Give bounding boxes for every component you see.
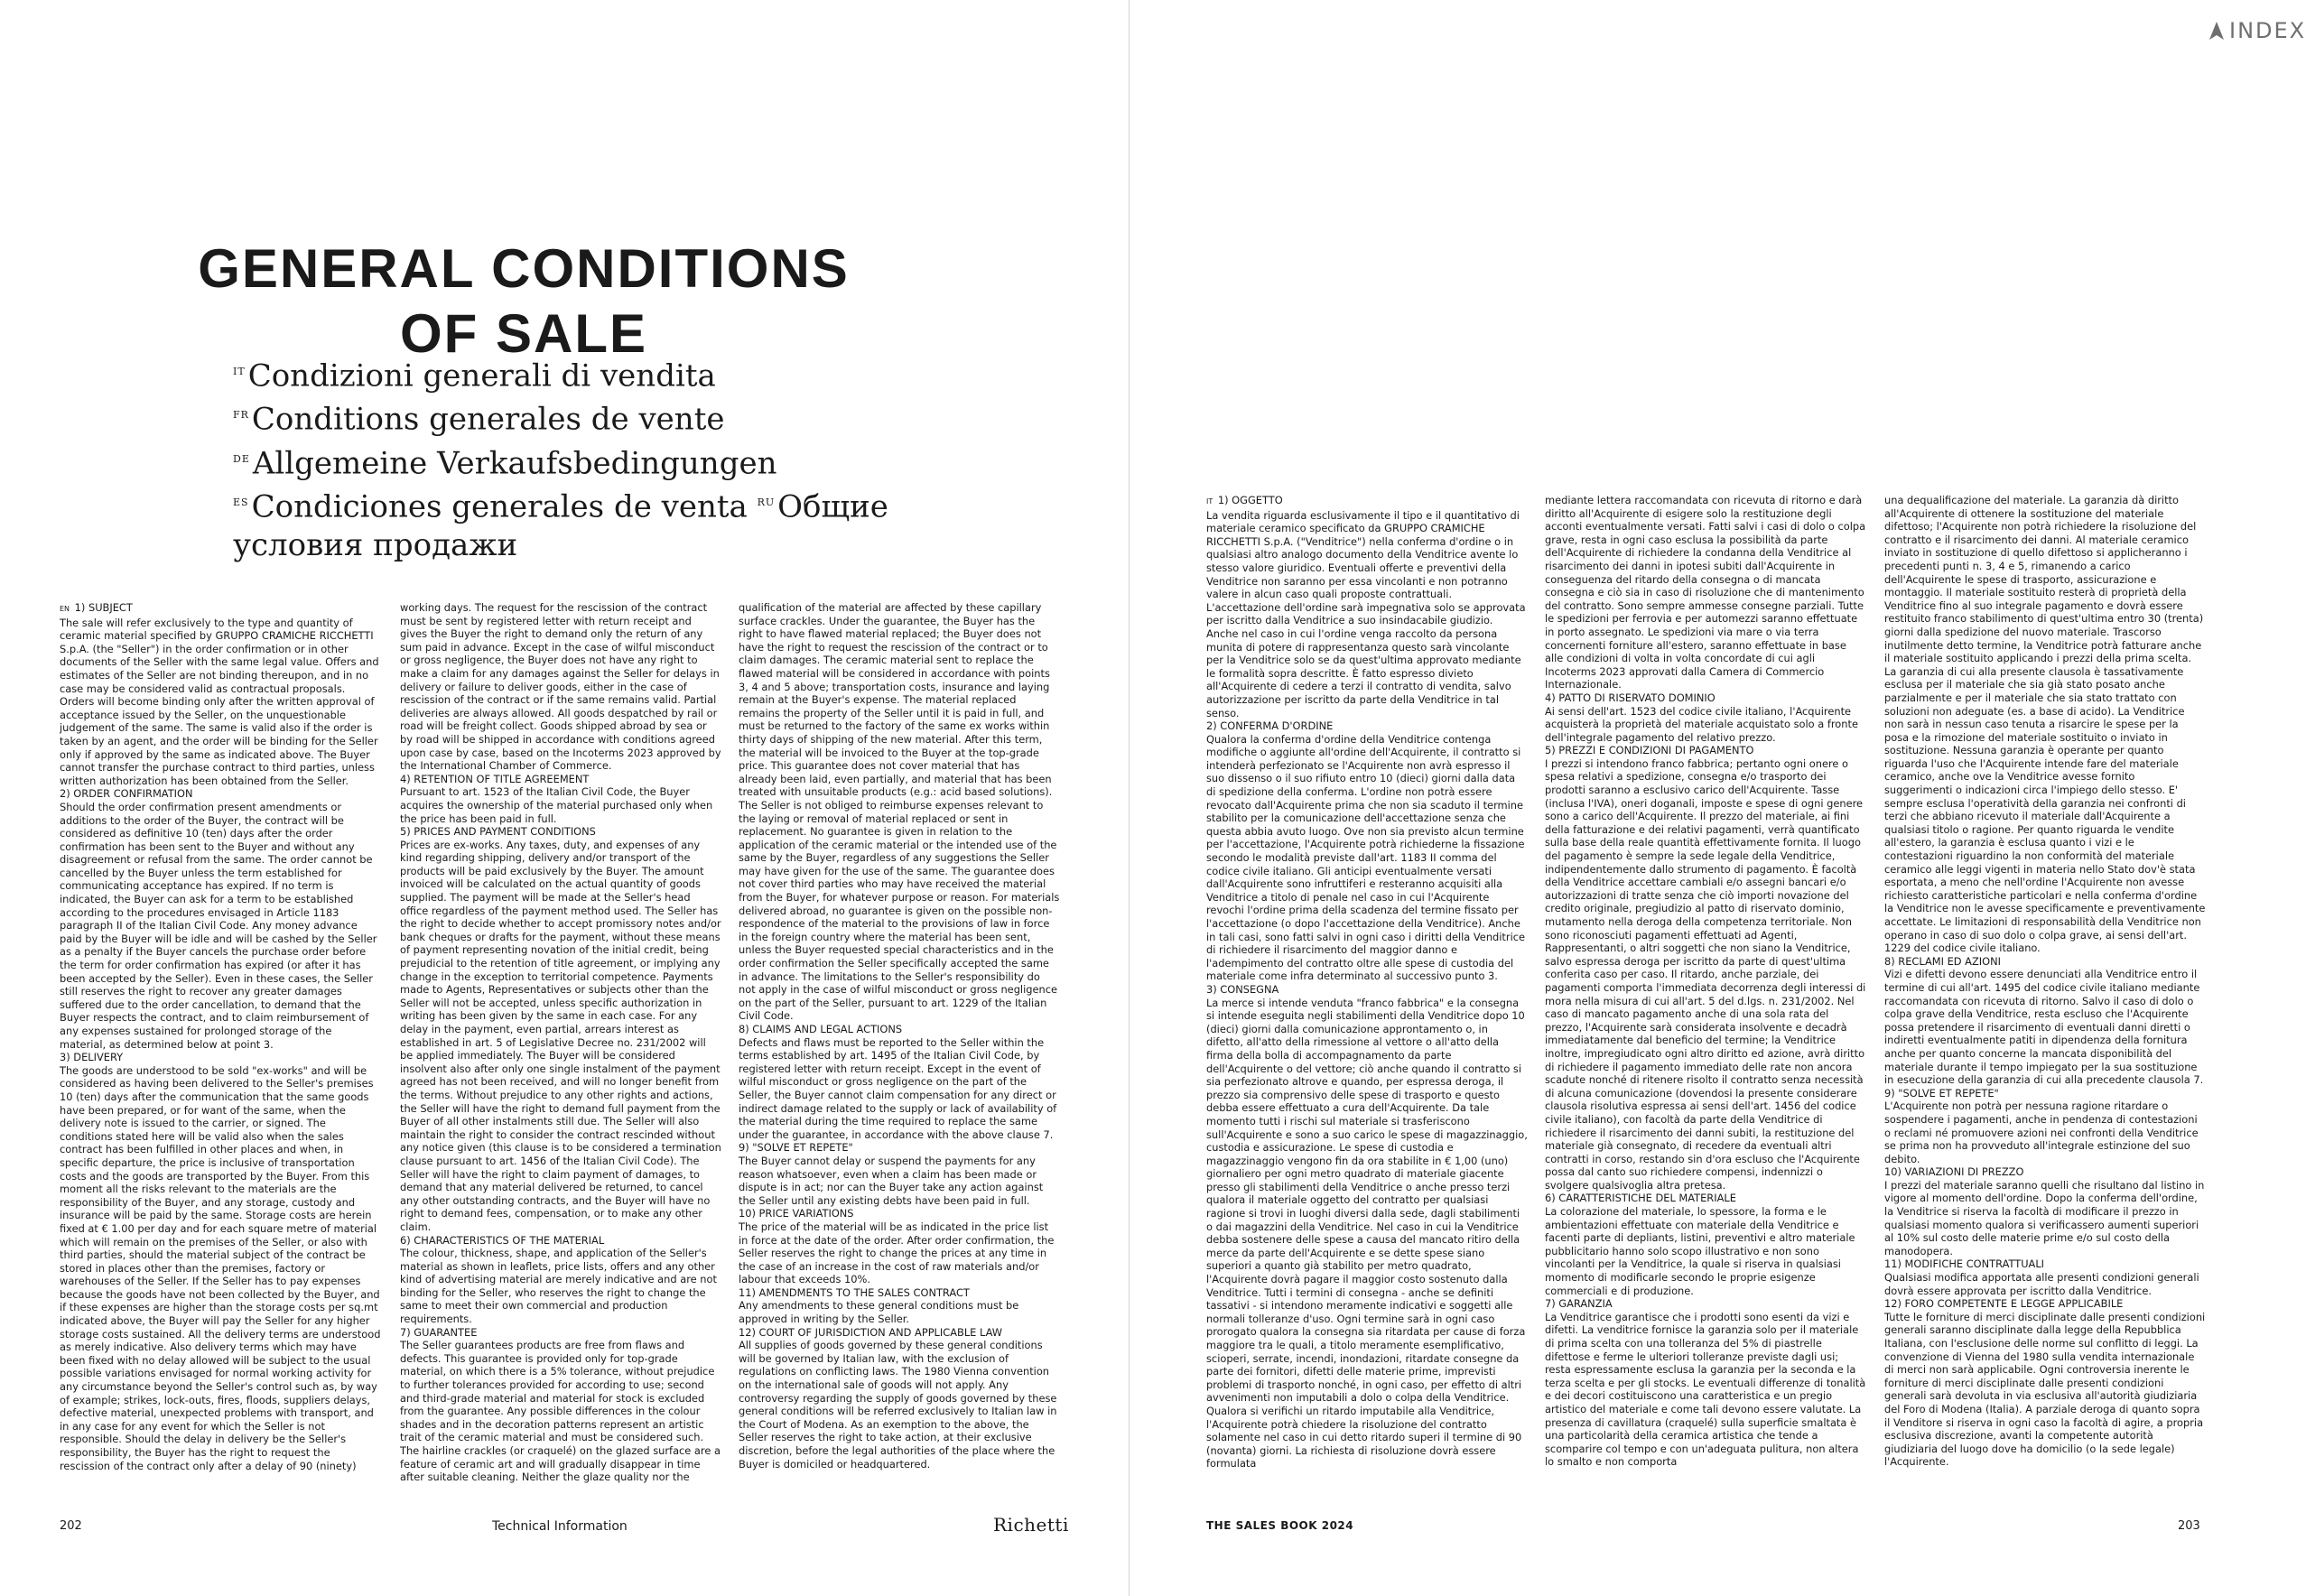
lang-code-ru: RU: [757, 496, 776, 508]
translation-ru: Общие условия продажи: [233, 488, 888, 564]
index-label: INDEX: [2229, 18, 2306, 43]
translation-fr: Conditions generales de vente: [251, 401, 725, 438]
catalog-title: THE SALES BOOK 2024: [1206, 1519, 1354, 1532]
en-col2-text: working days. The request for the rescission of the contract must be sent by registered letter with return receipt and gives the Buyer the right to demand only the return of any sum paid in advance. Except in the case of wilful misconduct or gross negligence, the Buyer does not have any right to make a claim for any damages against the Seller for delays in delivery or failure to deliver goods, either in the case of rescission of the contract or if the same remains valid. Partial deliveries are always allowed. All goods despatched by rail or road will be freight collect. Goods shipped abroad by sea or by road will be shipped in accordance with conditions agreed upon case by case, based on the Incoterms 2023 approved by the International Chamber of Commerce. 4) RETENTION OF TITLE AGREEMENT Pursuant to art. 1523 of the Italian Civil Code, the Buyer acquires the ownership of the material purchased only when the price has been paid in full. 5) PRICES AND PAYMENT CONDITIONS Prices are ex-works. Any taxes, duty, and expenses of any kind regarding shipping, delivery and/or transport of the products will be paid exclusively by the Buyer. The amount invoiced will be calculated on the actual quantity of goods supplied. The payment will be made at the Seller's head office regardless of the payment method used. The Seller has the right to decide whether to accept promissory notes and/or bank cheques or drafts for the payment, without these means of payment representing novation of the initial credit, being prejudicial to the retention of title agreement, or implying any change in the exception to territorial competence. Payments made to Agents, Representatives or subjects other than the Seller will not be accepted, unless specific authorization in writing has been given by the same in each case. For any delay in the payment, even partial, arrears interest as established in art. 5 of Legislative Decree no. 231/2002 will be applied immediately. The Buyer will be considered insolvent also after only one single instalment of the payment agreed has not been received, and will no longer benefit from the terms. Without prejudice to any other rights and actions, the Seller will have the right to demand full payment from the Buyer of all other instalments still due. The Seller will also maintain the right to consider the contract rescinded without any notice given (this clause is to be considered a termination clause pursuant to art. 1456 of the Italian Civil Code). The Seller will have the right to claim payment of damages, to demand that any material delivered be returned, to cancel any other outstanding contracts, and the Buyer will have no right to demand fees, compensation, or to make any other claim. 6) CHARACTERISTICS OF THE MATERIAL The colour, thickness, shape, and application of the Seller's material as shown in leaflets, price lists, offers and any other kind of advertising material are merely indicative and are not binding for the Seller, who reserves the right to change the same to meet their own commercial and production requirements. 7) GUARANTEE The Seller guarantees products are free from flaws and defects. This guarantee is provided only for top-grade material, on which there is a 5% tolerance, without prejudice to further tolerances provided for according to use; second and third-grade material and material for stock is excluded from the guarantee. Any possible differences in the colour shades and in the decoration patterns represent an artistic trait of the ceramic material and must be considered such. The hairline crackles (or craquelé) on the glazed surface are a feature of ceramic art and will gradually disappear in time after suitable cleaning. Neither the glaze quality nor the: [400, 601, 721, 1484]
en-col1-text: 1) SUBJECT The sale will refer exclusively to the type and quantity of ceramic material specified by GRUPPO CRAMICHE RICCHETTI S.p.A. (the "Seller") in the order confirmation or in other documents of the Seller with the same legal value. Offers and estimates of the Seller are not binding thereupon, and in no case may be considered valid as contractual proposals. Orders will become binding only after the written approval of acceptance issued by the Seller, on the unquestionable judgement of the same. The same is valid also if the order is taken by an agent, and the order will be binding for the Seller only if approved by the same as indicated above. The Buyer cannot transfer the purchase contract to third parties, unless written authorization has been obtained from the Seller. 2) ORDER CONFIRMATION Should the order confirmation present amendments or additions to the order of the Buyer, the contract will be considered as definitive 10 (ten) days after the order confirmation has been sent to the Buyer and without any disagreement or refusal from the same. The order cannot be cancelled by the Buyer unless the term established for communicating acceptance has expired. If no term is indicated, the Buyer can ask for a term to be established according to the procedures envisaged in Article 1183 paragraph II of the Italian Civil Code. Any money advance paid by the Buyer will be idle and will be cashed by the Seller as a penalty if the Buyer cancels the purchase order before the term for order confirmation has expired (or after it has been accepted by the Seller). Even in these cases, the Seller still reserves the right to recover any greater damages suffered due to the order cancellation, to demand that the Buyer respects the contract, and to claim reimbursement of any expenses sustained for prolonged storage of the material, as determined below at point 3. 3) DELIVERY The goods are understood to be sold "ex-works" and will be considered as having been delivered to the Seller's premises 10 (ten) days after the communication that the same goods have been prepared, or for want of the same, when the delivery note is issued to the carrier, or signed. The conditions stated here will be valid also when the sales contract has been fulfilled in other places and when, in specific departure, the price is inclusive of transportation costs and the goods are transported by the Buyer. From this moment all the risks relevant to the materials are the responsibility of the Buyer, and any storage, custody and insurance will be paid by the same. Storage costs are herein fixed at € 1.00 per day and for each square metre of material which will remain on the premises of the Seller, or also with third parties, should the material subject of the contract be stored in places other than the premises, factory or warehouses of the Seller. If the Seller has to pay expenses because the goods have not been collected by the Buyer, and if these expenses are higher than the storage costs per sq.mt indicated above, the Buyer will pay the Seller for any higher storage costs sustained. All the delivery terms are understood as merely indicative. Also delivery terms which may have been fixed with no delay allowed will be subject to the usual possible variations envisaged for normal working activity for any circumstance beyond the Seller's control such as, by way of example; strikes, lock-outs, fires, floods, suppliers delays, defective material, unexpected problems with transport, and in any case for any event for which the Seller is not responsible. Should the delay in delivery be the Seller's responsibility, the Buyer has the right to request the rescission of the contract only after a delay of 90 (ninety): [60, 601, 381, 1472]
italian-text-column-3: [1884, 494, 2206, 1469]
page-title: [0, 237, 1047, 367]
lang-code-it: IT: [233, 366, 246, 377]
language-code-en: EN: [60, 605, 70, 613]
right-page-number: 203: [2178, 1519, 2200, 1533]
en-col3-text: qualification of the material are affected by these capillary surface crackles. Under the guarantee, the Buyer has the right to have flawed material replaced; the Buyer does not have the right to request the rescission of the contract or to claim damages. The ceramic material sent to replace the flawed material will be considered in accordance with points 3, 4 and 5 above; transportation costs, insurance and laying remain at the Buyer's expense. The material replaced remains the property of the Seller until it is paid in full, and must be returned to the factory of the same ex works within thirty days of shipping of the new material. After this term, the material will be invoiced to the Buyer at the top-grade price. This guarantee does not cover material that has already been laid, even partially, and material that has been treated with unsuitable products (e.g.: acid based solutions). The Seller is not obliged to reimburse expenses relevant to the laying or removal of material replaced or sent in replacement. No guarantee is given in relation to the application of the ceramic material or the intended use of the same by the Buyer, regardless of any suggestions the Seller may have given for the use of the same. The guarantee does not cover third parties who may have received the material from the Buyer, for whatever purpose or reason. For materials delivered abroad, no guarantee is given on the possible non-respondence of the material to the provisions of law in force in the foreign country where the material has been sent, unless the Buyer requested special characteristics and in the order confirmation the Seller specifically accepted the same in advance. The limitations to the Seller's responsibility do not apply in the case of wilful misconduct or gross negligence on the part of the Seller, pursuant to art. 1229 of the Italian Civil Code. 8) CLAIMS AND LEGAL ACTIONS Defects and flaws must be reported to the Seller within the terms established by art. 1495 of the Italian Civil Code, by registered letter with return receipt. Except in the event of wilful misconduct or gross negligence on the part of the Seller, the Buyer cannot claim compensation for any direct or indirect damage related to the supply or lack of availability of the material during the time required to replace the same under the guarantee, in accordance with the above clause 7. 9) "SOLVE ET REPETE" The Buyer cannot delay or suspend the payments for any reason whatsoever, even when a claim has been made or dispute is in act; nor can the Buyer take any action against the Seller until any existing debts have been paid in full. 10) PRICE VARIATIONS The price of the material will be as indicated in the price list in force at the date of the order. After order confirmation, the Seller reserves the right to change the prices at any time in the case of an increase in the cost of raw materials and/or labour that exceeds 10%. 11) AMENDMENTS TO THE SALES CONTRACT Any amendments to these general conditions must be approved in writing by the Seller. 12) COURT OF JURISDICTION AND APPLICABLE LAW All supplies of goods governed by these general conditions will be governed by Italian law, with the exclusion of regulations on conflicting laws. The 1980 Vienna convention on the international sale of goods will not apply. Any controversy regarding the supply of goods governed by these general conditions will be referred exclusively to Italian law in the Court of Modena. As an exemption to the above, the Seller reserves the right to take action, at their exclusive discretion, before the legal authorities of the place where the Buyer is domiciled or headquartered.: [739, 601, 1060, 1471]
italian-text-column-1: [1206, 494, 1528, 1471]
it-col3-text: una dequalificazione del materiale. La garanzia dà diritto all'Acquirente di ottenere la sostituzione del materiale difettoso; l'Acquirente non potrà richiedere la risoluzione del contratto e il risarcimento dei danni. Al materiale ceramico inviato in sostituzione di quello difettoso si applicheranno i precedenti punti n. 3, 4 e 5, rimanendo a carico dell'Acquirente le spese di trasporto, assicurazione e montaggio. Il materiale sostituito resterà di proprietà della Venditrice fino al suo integrale pagamento e dovrà essere restituito franco stabilimento di quest'ultima entro 30 (trenta) giorni dalla spedizione del nuovo materiale. Trascorso inutilmente detto termine, la Venditrice potrà fatturare anche il materiale sostituito applicando i prezzi della prima scelta. La garanzia di cui alla presente clausola è tassativamente esclusa per il materiale che sia già stato posato anche parzialmente e per il materiale che sia stato trattato con soluzioni non adeguate (es. a base di acido). La Venditrice non sarà in nessun caso tenuta a risarcire le spese per la posa e la rimozione del materiale sostituito o inviato in sostituzione. Nessuna garanzia è operante per quanto riguarda l'uso che l'Acquirente intende fare del materiale ceramico, anche ove la Venditrice avesse fornito suggerimenti o indicazioni circa l'impiego dello stesso. E' sempre esclusa l'operatività della garanzia nei confronti di terzi che abbiano ricevuto il materiale dall'Acquirente a qualsiasi titolo o ragione. Per quanto riguarda le vendite all'estero, la garanzia è esclusa quanto i vizi e le contestazioni riguardino la non conformità del materiale ceramico alle leggi vigenti in materia nello Stato dov'è stata esportata, a meno che nell'ordine l'Acquirente non avesse richiesto caratteristiche particolari e nella conferma d'ordine la Venditrice non le avesse specificamente e preventivamente accettate. Le limitazioni di responsabilità della Venditrice non operano in caso di suo dolo o colpa grave, ai sensi dell'art. 1229 del codice civile italiano. 8) RECLAMI ED AZIONI Vizi e difetti devono essere denunciati alla Venditrice entro il termine di cui all'art. 1495 del codice civile italiano mediante raccomandata con ricevuta di ritorno. Salvo il caso di dolo o colpa grave della Venditrice, resta escluso che l'Acquirente possa pretendere il risarcimento di eventuali danni diretti o indiretti eventualmente patiti in dipendenza della fornitura anche per quanto concerne la mancata disponibilità del materiale durante il tempo impiegato per la sua sostituzione in esecuzione della garanzia di cui alla precedente clausola 7. 9) "SOLVE ET REPETE" L'Acquirente non potrà per nessuna ragione ritardare o sospendere i pagamenti, anche in pendenza di contestazioni o reclami né promuovere azioni nei confronti della Venditrice se prima non ha provveduto all'integrale estinzione del suo debito. 10) VARIAZIONI DI PREZZO I prezzi del materiale saranno quelli che risultano dal listino in vigore al momento dell'ordine. Dopo la conferma dell'ordine, la Venditrice si riserva la facoltà di modificare il prezzo in qualsiasi momento qualora si verificassero aumenti superiori al 10% sul costo delle materie prime e/o sul costo della manodopera. 11) MODIFICHE CONTRATTUALI Qualsiasi modifica apportata alle presenti condizioni generali dovrà essere approvata per iscritto dalla Venditrice. 12) FORO COMPETENTE E LEGGE APPLICABILE Tutte le forniture di merci disciplinate dalle presenti condizioni generali saranno disciplinate dalla legge della Repubblica Italiana, con l'esclusione delle norme sul conflitto di leggi. La convenzione di Vienna del 1980 sulla vendita internazionale di merci non sarà applicabile. Ogni controversia inerente le forniture di merci disciplinate dalle presenti condizioni generali sarà devoluta in via esclusiva all'autorità giudiziaria del Foro di Modena (Italia). A parziale deroga di quanto sopra il Venditore si riserva in ogni caso la facoltà di agire, a propria esclusiva discrezione, avanti la competente autorità giudiziaria del luogo dove ha domicilio (o la sede legale) l'Acquirente.: [1884, 494, 2206, 1469]
english-text-column-2: [400, 601, 721, 1484]
it-col1-text: 1) OGGETTO La vendita riguarda esclusivamente il tipo e il quantitativo di materiale ceramico specificato da GRUPPO CRAMICHE RICCHETTI S.p.A. ("Venditrice") nella conferma d'ordine o in qualsiasi altro analogo documento della Venditrice avente lo stesso valore giuridico. Eventuali offerte e preventivi della Venditrice non saranno per essa vincolanti e non potranno valere in alcun caso quali proposte contrattuali. L'accettazione dell'ordine sarà impegnativa solo se approvata per iscritto dalla Venditrice a suo insindacabile giudizio. Anche nel caso in cui l'ordine venga raccolto da persona munita di potere di rappresentanza questo sarà vincolante per la Venditrice solo se da quest'ultima approvato mediante le formalità sopra descritte. È fatto espresso divieto all'Acquirente di cedere a terzi il contratto di vendita, salvo autorizzazione per iscritto da parte della Venditrice in tal senso. 2) CONFERMA D'ORDINE Qualora la conferma d'ordine della Venditrice contenga modifiche o aggiunte all'ordine dell'Acquirente, il contratto si intenderà perfezionato se l'Acquirente non avrà espresso il suo dissenso o il suo rifiuto entro 10 (dieci) giorni dalla data di spedizione della conferma. L'ordine non potrà essere revocato dall'Acquirente prima che non sia scaduto il termine stabilito per la comunicazione dell'accettazione senza che questa abbia avuto luogo. Ove non sia previsto alcun termine per l'accettazione, l'Acquirente potrà richiederne la fissazione secondo le modalità previste dall'art. 1183 II comma del codice civile italiano. Gli anticipi eventualmente versati dall'Acquirente sono infruttiferi e resteranno acquisiti alla Venditrice a titolo di penale nel caso in cui l'Acquirente revochi l'ordine prima della scadenza del termine fissato per l'accettazione (o dopo l'accettazione della Venditrice). Anche in tali casi, sono fatti salvi in ogni caso i diritti della Venditrice di richiedere il risarcimento del maggior danno e l'adempimento del contratto oltre alle spese di custodia del materiale come infra determinato al successivo punto 3. 3) CONSEGNA La merce si intende venduta "franco fabbrica" e la consegna si intende eseguita negli stabilimenti della Venditrice dopo 10 (dieci) giorni dalla comunicazione approntamento o, in difetto, all'atto della rimessione al vettore o all'atto della firma della bolla di accompagnamento da parte dell'Acquirente o del vettore; ciò anche quando il contratto si sia perfezionato altrove e quando, per espressa deroga, il prezzo sia comprensivo delle spese di trasporto e questo debba essere effettuato a cura dell'Acquirente. Da tale momento tutti i rischi sul materiale si trasferiscono sull'Acquirente e sono a suo carico le spese di magazzinaggio, custodia e assicurazione. Le spese di custodia e magazzinaggio vengono fin da ora stabilite in € 1,00 (uno) giornaliero per ogni metro quadrato di materiale giacente presso gli stabilimenti della Venditrice o anche presso terzi qualora il materiale oggetto del contratto per qualsiasi ragione si trovi in luoghi diversi dalla sede, dagli stabilimenti o dai magazzini della Venditrice. Nel caso in cui la Venditrice debba sostenere delle spese a causa del mancato ritiro della merce da parte dell'Acquirente e se dette spese siano superiori a quanto già stabilito per metro quadrato, l'Acquirente dovrà pagare il maggior costo sostenuto dalla Venditrice. Tutti i termini di consegna - anche se definiti tassativi - si intendono meramente indicativi e soggetti alle normali tolleranze d'uso. Ogni termine sarà in ogni caso prorogato qualora la consegna sia ritardata per cause di forza maggiore tra le quali, a titolo meramente esemplificativo, scioperi, serrate, incendi, inondazioni, ritardate consegne da parte dei fornitori, difetti delle materie prime, imprevisti problemi di trasporto nonché, in ogni caso, per effetto di altri avvenimenti non imputabili a dolo o colpa della Venditrice. Qualora si verifichi un ritardo imputabile alla Venditrice, l'Acquirente potrà chiedere la risoluzione del contratto solamente nel caso in cui detto ritardo superi il termine di 90 (novanta) giorni. La richiesta di risoluzione dovrà essere formulata: [1206, 494, 1528, 1471]
title-line-2: OF SALE: [399, 303, 647, 365]
language-code-it: IT: [1206, 497, 1213, 506]
lang-code-fr: FR: [233, 409, 249, 422]
title-line-1: GENERAL CONDITIONS: [198, 238, 850, 300]
translation-es: Condiciones generales de venta: [251, 488, 748, 525]
translation-it: Condizioni generali di vendita: [247, 357, 716, 394]
english-text-column-3: [739, 601, 1060, 1471]
section-name: Technical Information: [492, 1519, 628, 1534]
italian-text-column-2: [1545, 494, 1866, 1469]
lang-code-de: DE: [233, 452, 250, 465]
translation-de: Allgemeine Verkaufsbedingungen: [252, 444, 777, 481]
title-translations: [233, 352, 928, 565]
english-text-column-1: [60, 601, 381, 1472]
lang-code-es: ES: [233, 496, 249, 508]
it-col2-text: mediante lettera raccomandata con ricevuta di ritorno e darà diritto all'Acquirente di esigere solo la restituzione degli acconti eventualmente versati. Fatti salvi i casi di dolo o colpa grave, resta in ogni caso esclusa la possibilità da parte dell'Acquirente di richiedere la condanna della Venditrice al risarcimento dei danni in ipotesi subiti dall'Acquirente in conseguenza del ritardo della consegna o di mancata consegna e ciò sia in caso di risoluzione che di mantenimento del contratto. Sono sempre ammesse consegne parziali. Tutte le spedizioni per ferrovia e per automezzi saranno effettuate in porto assegnato. Le spedizioni via mare o via terra concernenti forniture all'estero, saranno effettuate in base alle condizioni di volta in volta concordate di cui agli Incoterms 2023 approvati dalla Camera di Commercio Internazionale. 4) PATTO DI RISERVATO DOMINIO Ai sensi dell'art. 1523 del codice civile italiano, l'Acquirente acquisterà la proprietà del materiale acquistato solo a fronte dell'integrale pagamento del relativo prezzo. 5) PREZZI E CONDIZIONI DI PAGAMENTO I prezzi si intendono franco fabbrica; pertanto ogni onere o spesa relativi a spedizione, consegna e/o trasporto dei prodotti saranno a esclusivo carico dell'Acquirente. Tasse (inclusa l'IVA), oneri doganali, imposte e spese di ogni genere sono a carico dell'Acquirente. Il prezzo del materiale, ai fini della fatturazione e dei relativi pagamenti, verrà quantificato sulla base della reale quantità effettivamente fornita. Il luogo del pagamento è sempre la sede legale della Venditrice, indipendentemente dallo strumento di pagamento. È facoltà della Venditrice accettare cambiali e/o assegni bancari e/o autorizzazioni di tratte senza che ciò importi novazione del credito originale, pregiudizio al patto di riservato dominio, mutamento nella deroga della competenza territoriale. Non sono riconosciuti pagamenti effettuati ad Agenti, Rappresentanti, o altri soggetti che non siano la Venditrice, salvo espressa deroga per iscritto da parte di quest'ultima conferita caso per caso. Il ritardo, anche parziale, dei pagamenti comporta l'immediata decorrenza degli interessi di mora nella misura di cui all'art. 5 del d.lgs. n. 231/2002. Nel caso di mancato pagamento anche di una sola rata del prezzo, l'Acquirente sarà considerata insolvente e decadrà immediatamente dal beneficio del termine; la Venditrice inoltre, impregiudicato ogni altro diritto ed azione, avrà diritto di richiedere il pagamento immediato delle rate non ancora scadute nonché di ritenere risolto il contratto senza necessità di alcuna comunicazione (dovendosi la presente considerare clausola risolutiva espressa ai sensi dell'art. 1456 del codice civile italiano), con facoltà da parte della Venditrice di richiedere il risarcimento dei danni subiti, la restituzione del materiale già consegnato, di recedere da eventuali altri contratti in corso, restando sin d'ora escluso che l'Acquirente possa dal canto suo richiedere compensi, indennizzi o svolgere qualsivoglia altra pretesa. 6) CARATTERISTICHE DEL MATERIALE La colorazione del materiale, lo spessore, la forma e le ambientazioni effettuate con materiale della Venditrice e facenti parte di depliants, listini, preventivi e altro materiale pubblicitario hanno solo scopo illustrativo e non sono vincolanti per la Venditrice, la quale si riserva in qualsiasi momento di modificarle secondo le proprie esigenze commerciali e di produzione. 7) GARANZIA La Venditrice garantisce che i prodotti sono esenti da vizi e difetti. La venditrice fornisce la garanzia solo per il materiale di prima scelta con una tolleranza del 5% di piastrelle difettose e ferme le ulteriori tolleranze previste dagli usi; resta espressamente esclusa la garanzia per la seconda e la terza scelta e per gli stocks. Le eventuali differenze di tonalità e dei decori costituiscono una caratteristica e un pregio artistico del materiale e come tali devono essere valutate. La presenza di cavillatura (craquelé) sulla superficie smaltata è una particolarità della ceramica artistica che tende a scomparire col tempo e con un'adeguata pulitura, non altera lo smalto e non comporta: [1545, 494, 1866, 1469]
left-page: [0, 0, 1129, 1596]
brand-logo: Richetti: [993, 1514, 1069, 1536]
left-page-number: 202: [60, 1519, 82, 1533]
